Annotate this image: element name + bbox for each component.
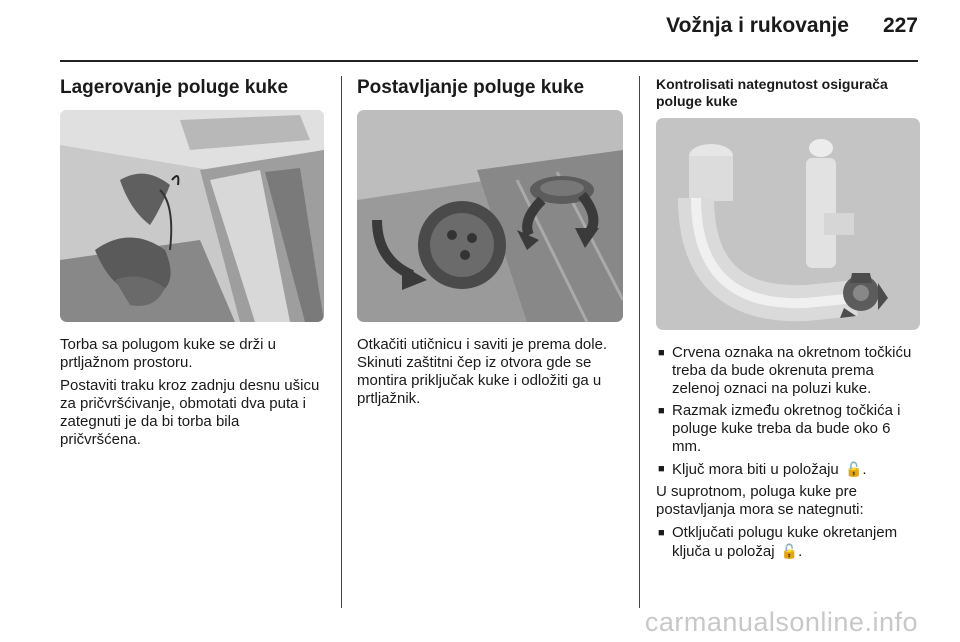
heading-mounting: Postavljanje poluge kuke (357, 77, 585, 98)
column-divider-1 (341, 76, 342, 608)
illustration-trunk-bag (60, 110, 324, 322)
tension-list (656, 524, 920, 561)
list-item: ■ Otključati polugu kuke okretanjem ključa u položaj 🔓. (658, 524, 898, 560)
section-title: Vožnja i rukovanje (666, 14, 849, 37)
list-item: ■ Ključ mora biti u položaju 🔓. (658, 461, 867, 478)
unlocked-padlock-icon: 🔓 (844, 461, 863, 477)
storage-text-2: Postaviti traku kroz zadnju desnu ušicu za pričvršćivanje, obmotati dva puta i zategnuti je da bi torba bila pričvršćena. (60, 377, 320, 448)
page-number: 227 (882, 14, 918, 37)
heading-storage: Lagerovanje poluge kuke (60, 77, 289, 98)
column-check (656, 76, 920, 565)
page-header (666, 14, 918, 38)
column-storage (60, 76, 324, 454)
mounting-text-1: Otkačiti utičnicu i saviti je prema dole. Skinuti zaštitni čep iz otvora gde se montira priključak kuke i odložiti ga u prtljažnik. (357, 336, 608, 407)
column-mounting (357, 76, 623, 413)
header-rule (60, 60, 918, 62)
list-item: ■ Razmak između okretnog točkića i poluge kuke treba da bude oko 6 mm. (658, 402, 901, 455)
illustration-tow-bar (656, 118, 920, 330)
illustration-socket (357, 110, 623, 322)
check-list (656, 344, 920, 479)
watermark: carmanualsonline.info (644, 607, 918, 637)
heading-check: Kontrolisati nategnutost osigurača poluge kuke (656, 76, 888, 109)
unlocked-padlock-icon: 🔓 (780, 543, 799, 559)
list-item: ■ Crvena oznaka na okretnom točkiću treba da bude okrenuta prema zelenoj oznaci na poluzi kuke. (658, 344, 912, 397)
storage-text-1: Torba sa polugom kuke se drži u prtljažnom prostoru. (60, 336, 276, 371)
column-divider-2 (639, 76, 640, 608)
check-text: U suprotnom, poluga kuke pre postavljanja mora se nategnuti: (656, 483, 864, 518)
